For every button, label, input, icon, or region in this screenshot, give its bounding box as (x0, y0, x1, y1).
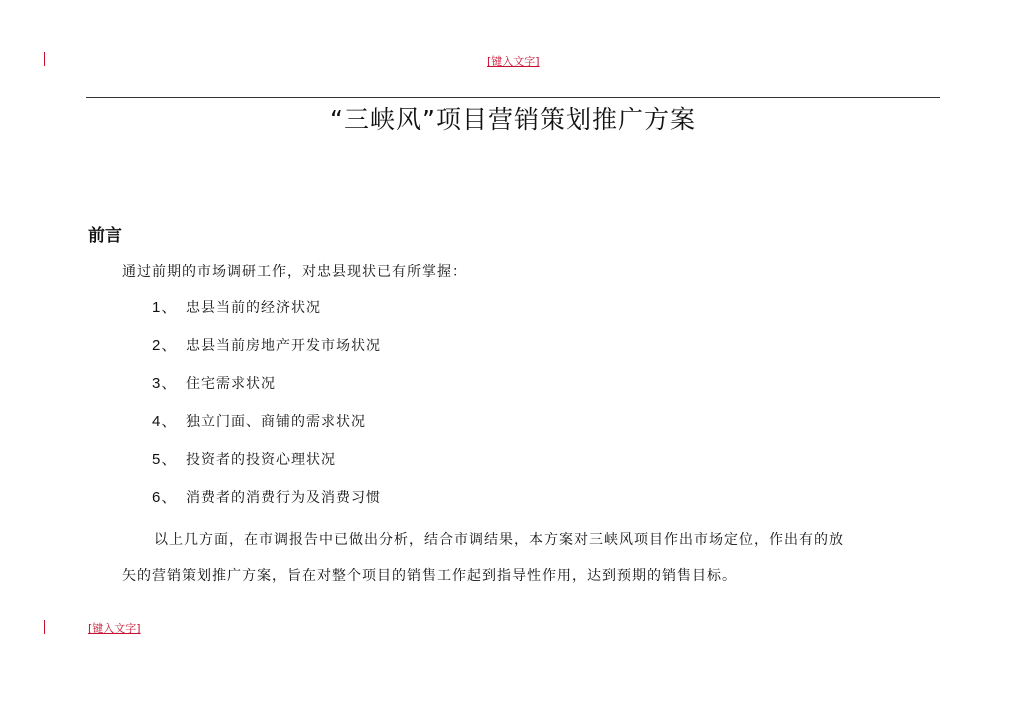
list-item (152, 486, 381, 524)
list-item-text: 独立门面、商铺的需求状况 (186, 414, 366, 430)
list-item-number: 2、 (152, 337, 178, 354)
summary-paragraph-line-2: 矢的营销策划推广方案，旨在对整个项目的销售工作起到指导性作用，达到预期的销售目标。 (122, 568, 737, 584)
list-item-text: 住宅需求状况 (186, 376, 276, 392)
list-item-text: 投资者的投资心理状况 (186, 452, 336, 468)
summary-paragraph-line-1: 以上几方面，在市调报告中已做出分析，结合市调结果，本方案对三峡风项目作出市场定位，作出有的放 (154, 532, 844, 548)
intro-paragraph: 通过前期的市场调研工作，对忠县现状已有所掌握： (122, 264, 467, 280)
list-item-number: 5、 (152, 451, 178, 468)
list-item-text: 忠县当前房地产开发市场状况 (186, 338, 381, 354)
list-item-number: 6、 (152, 489, 178, 506)
list-item-text: 忠县当前的经济状况 (186, 300, 321, 316)
list-item (152, 410, 381, 448)
list-item (152, 334, 381, 372)
header-rule (86, 97, 940, 98)
header-margin-marker (44, 52, 45, 66)
summary-paragraph (122, 522, 940, 594)
document-title: “三峡风”项目营销策划推广方案 (330, 105, 696, 134)
list-item (152, 296, 381, 334)
footer-placeholder-field[interactable]: [键入文字] (88, 622, 141, 635)
section-heading-preface: 前言 (88, 226, 122, 246)
list-item-text: 消费者的消费行为及消费习惯 (186, 490, 381, 506)
list-item-number: 3、 (152, 375, 178, 392)
list-item (152, 448, 381, 486)
numbered-list (152, 296, 381, 524)
list-item-number: 4、 (152, 413, 178, 430)
list-item-number: 1、 (152, 299, 178, 316)
footer-margin-marker (44, 620, 45, 634)
list-item (152, 372, 381, 410)
header-placeholder-field[interactable]: [键入文字] (487, 55, 540, 68)
